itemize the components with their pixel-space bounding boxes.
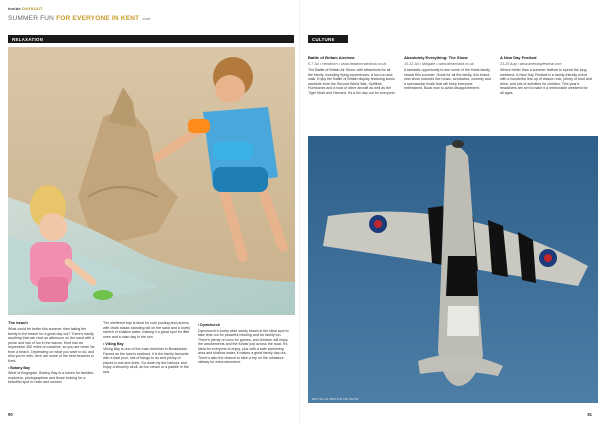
festival-heading: A New Day Festival [500, 55, 537, 60]
dymchurch-heading: • Dymchurch [198, 323, 221, 327]
headline-strong: FOR EVERYONE IN KENT [56, 15, 140, 22]
show-text: A fantastic opportunity to see some of the finest family shows this summer. Great for all the family, this brand-new show includes live music, acrobatics, comedy and a spectacular finale that will keep everyone entertained. Book now to avoid disappointment. [404, 68, 491, 91]
masthead-brand: DAYSOUT [22, 6, 43, 11]
airshow-meta: 6-7 Jul • Headcorn • www.headcornairshow.co.uk [308, 62, 387, 66]
beach-heading: The beach [8, 320, 28, 325]
botany-bay-heading: • Botany Bay [8, 365, 31, 370]
show-article [404, 56, 492, 93]
spitfire-illustration [308, 136, 598, 403]
botany-bay-cont: The sheltered bay is ideal for rock pooling and picnics, with chalk stacks standing tall on the sand and a lovely stretch of shallow water, making it a great spot for little ones and a calm day in the sun. [103, 321, 191, 339]
viking-bay-text: Viking Bay is one of the main beaches in Broadstairs. Famed as the town's seafront, it is the family favourite with a tidal pool, lots of things to do and plenty of places to eat and drink. Go down by the harbour and enjoy a leisurely stroll, an ice cream or a paddle in the sea. [103, 347, 189, 374]
headline-cont: cont [142, 16, 151, 21]
festival-article [500, 56, 592, 98]
beach-photo-illustration [8, 47, 295, 315]
culture-tag: CULTURE [308, 35, 348, 43]
festival-meta: 23-25 Aug • www.anewdayfestival.com [500, 62, 562, 66]
spitfire-photo [308, 136, 598, 403]
viking-bay-heading: • Viking Bay [103, 341, 124, 346]
beach-intro: What could be better this summer than taking the family to the beach for a great day out? There's hardly anything that can rival an afternoon on the sand with a picnic and lots of fun in the waves. Kent has an impressive 350 miles of coastline, so you are never far from a beach. Depending on what you want to do, and who you're with, here are some of the best beaches in Kent. [8, 327, 95, 363]
beach-article-col1 [8, 321, 96, 387]
relaxation-tag: RELAXATION [8, 35, 294, 43]
festival-text: Where better than a summer festival to spend the long weekend. A New Day Festival is a family-friendly event with a wonderful line-up of classic rock, plenty of food and drink, and lots of activities for children. This year's headliners are set to make it a memorable weekend for all ages. [500, 68, 592, 95]
headline-lead: SUMMER FUN [8, 15, 55, 22]
beach-article-col3 [198, 321, 290, 367]
masthead-title: inside [8, 6, 21, 11]
beach-article-col2 [103, 321, 191, 377]
show-heading: Absolutely Everything: The Show [404, 55, 468, 60]
botany-bay-text: West of Kingsgate, Botany Bay is a haven for families, explorers, photographers and those looking for a beautiful spot to relax and unwind. [8, 371, 95, 384]
page-headline [8, 15, 151, 22]
page-number-left: 90 [8, 412, 13, 417]
dymchurch-text: Dymchurch's lovely wide sandy beach is the ideal spot to take time out for peaceful relaxing and for family fun. There's plenty of room for games, and children will enjoy the amusements and the funfair just across the road. It's ideal for everyone to enjoy, plus with a safe swimming area and shallow water, it makes a great family day out. There's also the chance to take a trip on the miniature railway for extra adventure. [198, 328, 289, 364]
page-number-right: 91 [587, 412, 592, 417]
airshow-heading: Battle of Britain Airshow [308, 55, 355, 60]
show-meta: 10-12 Jul • Margate • www.dreamland.co.uk [404, 62, 474, 66]
right-page [300, 0, 600, 424]
airshow-text: The Battle of Britain Air Show, with attractions for all the family, including flying experiences, a fun-run and walk. Enjoy the Battle of Britain display featuring iconic warbirds from the Second World War, Spitfires, Hurricanes and a host of other aircraft as well as the Tiger Moth and Harvard. It's a full day out for everyone. [308, 68, 396, 95]
masthead [8, 6, 43, 11]
beach-children-photo [8, 47, 295, 315]
airshow-article [308, 56, 396, 98]
photo-caption: BATTLE OF BRITAIN AIR SHOW [312, 397, 359, 401]
